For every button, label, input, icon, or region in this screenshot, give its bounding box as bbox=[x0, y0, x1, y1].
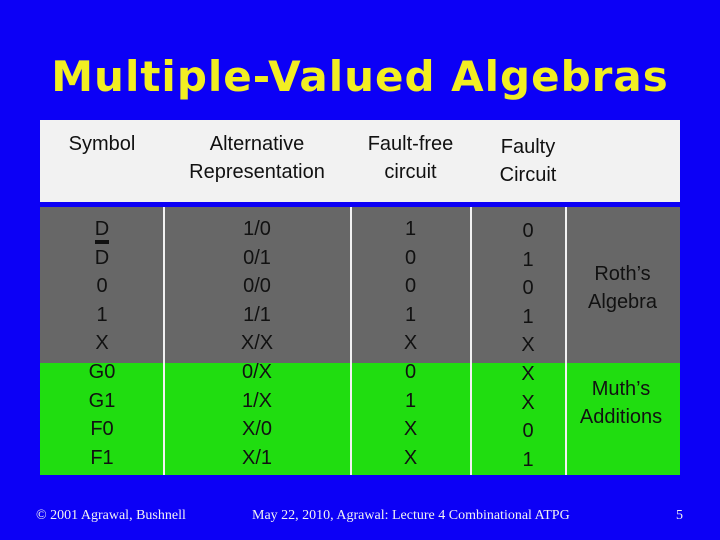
footer-copyright: © 2001 Agrawal, Bushnell bbox=[36, 508, 186, 523]
header-fault-free bbox=[350, 130, 471, 186]
table-cell: X bbox=[521, 362, 535, 385]
table-cell: 0 bbox=[404, 246, 417, 269]
table-cell: 0 bbox=[522, 277, 534, 300]
roth-algebra-note bbox=[565, 260, 680, 316]
table-cell: 0/X bbox=[241, 360, 273, 383]
fault-free-column bbox=[350, 215, 471, 472]
table-cell: F0 bbox=[90, 418, 114, 441]
header-fault-free-line2: circuit bbox=[384, 161, 437, 183]
table-cell: X bbox=[403, 332, 418, 355]
table-cell: D bbox=[94, 246, 110, 269]
table-cell: 1/X bbox=[241, 389, 273, 412]
table-cell: X bbox=[521, 334, 535, 357]
header-alternative bbox=[163, 130, 351, 186]
alternative-column bbox=[163, 215, 351, 472]
table-cell: X bbox=[95, 332, 109, 355]
table-cell: 1 bbox=[404, 218, 417, 240]
muth-additions-note bbox=[562, 375, 680, 431]
table-cell: X bbox=[403, 418, 418, 441]
table-cell: X/0 bbox=[241, 418, 273, 441]
footer-lecture: May 22, 2010, Agrawal: Lecture 4 Combinational ATPG bbox=[252, 508, 570, 523]
header-faulty bbox=[470, 133, 586, 189]
table-cell: 0 bbox=[522, 420, 534, 443]
table-cell: 1/1 bbox=[243, 303, 271, 326]
table-cell: 0 bbox=[522, 220, 534, 242]
table-cell: 1 bbox=[404, 303, 417, 326]
header-faulty-line2: Circuit bbox=[499, 164, 557, 186]
header-fault-free-line1: Fault-free bbox=[367, 133, 454, 155]
header-faulty-line1: Faulty bbox=[500, 136, 556, 158]
page-number: 5 bbox=[676, 508, 683, 523]
table-cell: D bbox=[94, 218, 110, 240]
table-cell: 1/0 bbox=[243, 218, 271, 240]
table-cell: G0 bbox=[88, 360, 116, 383]
table-cell: 1 bbox=[522, 448, 534, 471]
table-cell: 1 bbox=[522, 248, 534, 271]
table-cell: 0 bbox=[96, 275, 108, 298]
muth-line1: Muth’s bbox=[591, 378, 651, 400]
table-cell: 0 bbox=[404, 275, 417, 298]
table-cell: G1 bbox=[88, 389, 116, 412]
table-cell: 1 bbox=[522, 305, 534, 328]
muth-line2: Additions bbox=[579, 406, 663, 428]
faulty-column bbox=[470, 217, 586, 474]
d-bar-overline bbox=[95, 240, 109, 244]
table-cell: X bbox=[403, 446, 418, 469]
table-cell: X bbox=[521, 391, 535, 414]
roth-line1: Roth’s bbox=[594, 263, 651, 285]
table-cell: X/X bbox=[240, 332, 274, 355]
table-cell: F1 bbox=[90, 446, 114, 469]
symbol-column bbox=[40, 215, 164, 472]
table-cell: 1 bbox=[96, 303, 108, 326]
table-cell: 0 bbox=[404, 360, 417, 383]
table-cell: X/1 bbox=[241, 446, 273, 469]
header-alternative-line1: Alternative bbox=[209, 133, 305, 155]
slide-title: Multiple-Valued Algebras bbox=[51, 52, 669, 101]
roth-line2: Algebra bbox=[588, 291, 657, 313]
table-cell: 0/1 bbox=[243, 246, 271, 269]
header-alternative-line2: Representation bbox=[189, 161, 325, 183]
header-symbol: Symbol bbox=[68, 133, 136, 155]
table-cell: 0/0 bbox=[243, 275, 271, 298]
table-cell: 1 bbox=[404, 389, 417, 412]
